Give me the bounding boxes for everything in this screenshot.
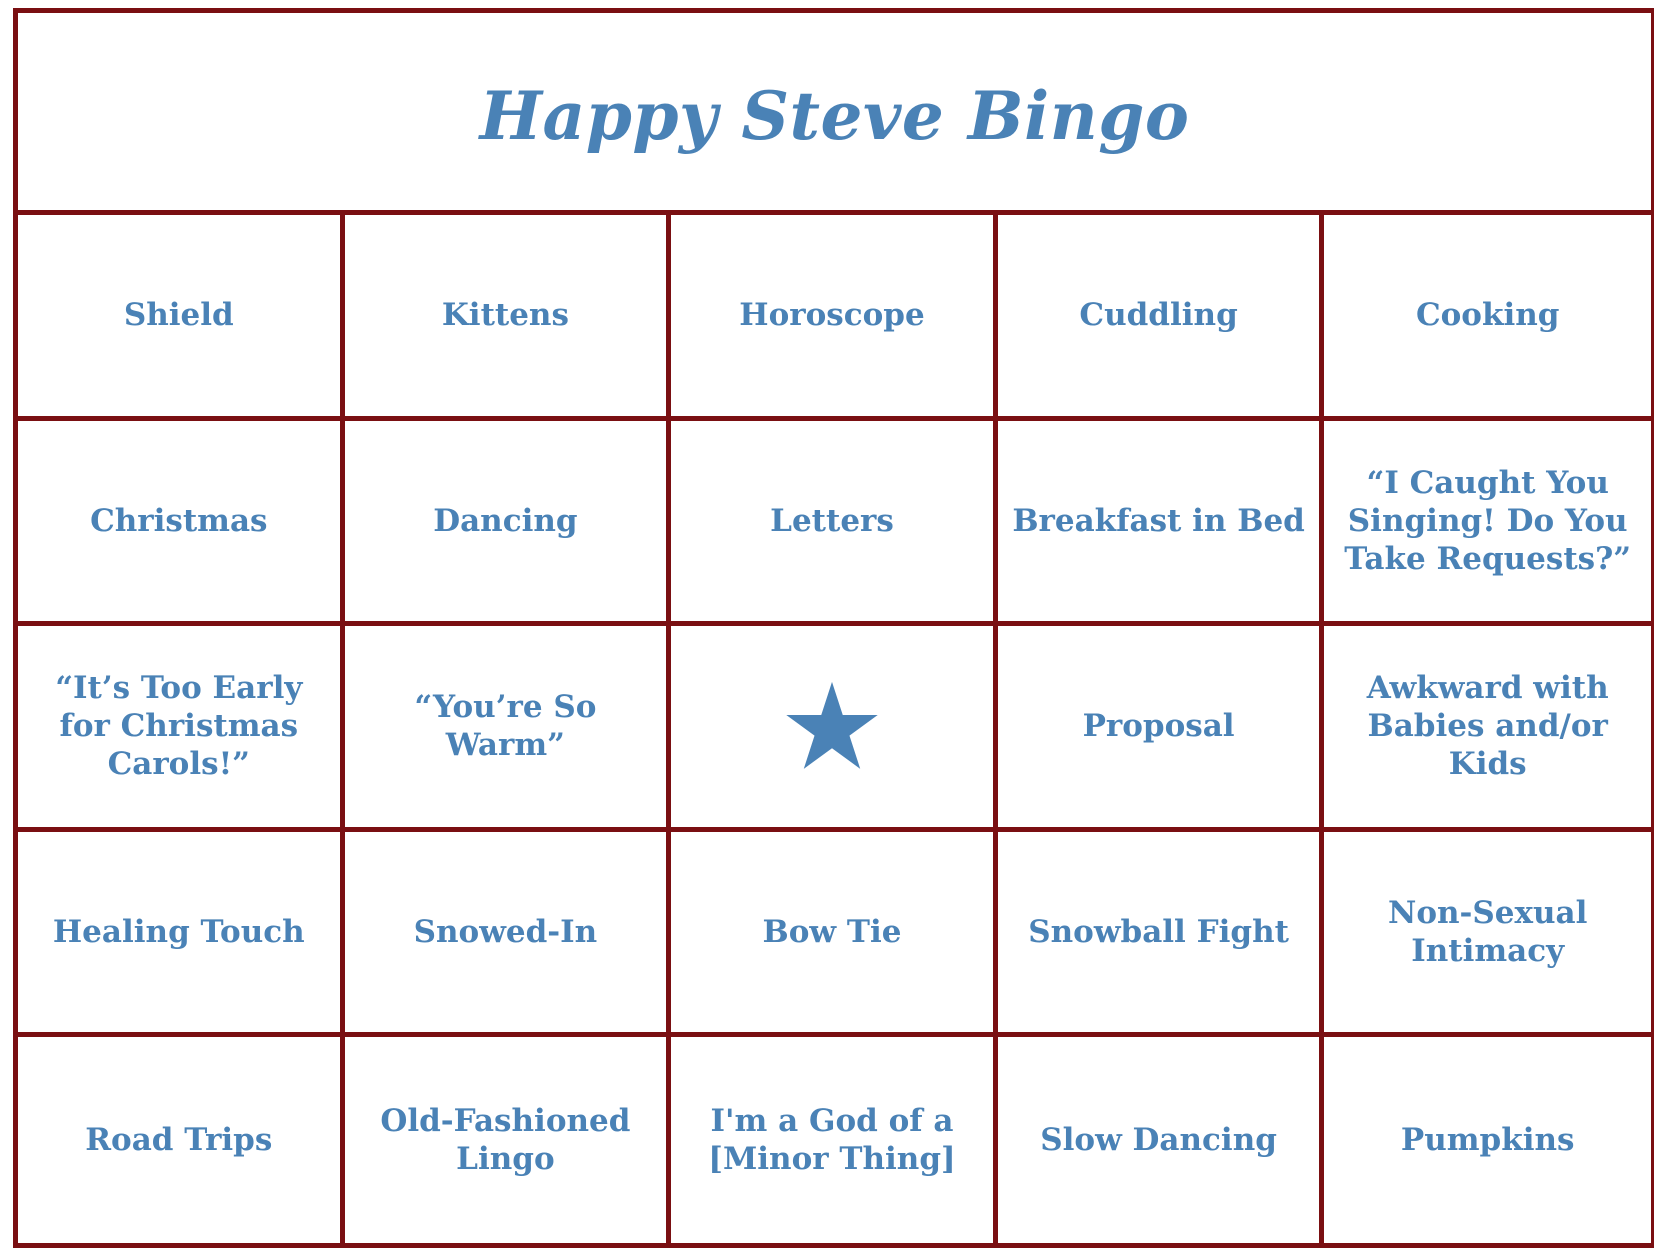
bingo-cell xyxy=(671,421,998,627)
bingo-cell xyxy=(671,1037,998,1243)
bingo-cell-label: Snowball Fight xyxy=(1028,914,1289,951)
free-space-cell xyxy=(671,626,998,832)
bingo-cell-label: Dancing xyxy=(433,502,578,539)
bingo-cell-label: Breakfast in Bed xyxy=(1012,502,1305,539)
bingo-cell-label: Shield xyxy=(123,297,234,334)
bingo-cell xyxy=(998,832,1325,1038)
bingo-cell-label: Bow Tie xyxy=(762,914,902,951)
bingo-cell xyxy=(345,421,672,627)
bingo-cell-label: “It’s Too Early for Christmas Carols!” xyxy=(55,670,303,783)
bingo-cell-label: Proposal xyxy=(1082,708,1235,745)
bingo-cell-label: Pumpkins xyxy=(1400,1122,1575,1159)
bingo-board xyxy=(13,8,1654,1248)
bingo-cell-label: Horoscope xyxy=(739,297,925,334)
bingo-cell xyxy=(998,626,1325,832)
bingo-cell-label: Cooking xyxy=(1415,297,1560,334)
title-row xyxy=(18,13,1651,215)
star-icon xyxy=(784,678,880,774)
bingo-cell xyxy=(998,421,1325,627)
bingo-cell xyxy=(1324,832,1651,1038)
bingo-cell-label: Awkward with Babies and/or Kids xyxy=(1366,670,1609,783)
bingo-cell xyxy=(18,1037,345,1243)
bingo-cell xyxy=(345,832,672,1038)
bingo-cell xyxy=(671,215,998,421)
bingo-cell-label: Kittens xyxy=(441,297,569,334)
bingo-cell-label: Road Trips xyxy=(85,1122,273,1159)
bingo-cell xyxy=(345,1037,672,1243)
bingo-cell xyxy=(345,626,672,832)
bingo-cell xyxy=(1324,626,1651,832)
bingo-cell xyxy=(18,626,345,832)
bingo-cell-label: Old-Fashioned Lingo xyxy=(380,1103,631,1178)
bingo-cell-label: Cuddling xyxy=(1079,297,1238,334)
bingo-cell-label: “You’re So Warm” xyxy=(414,689,597,764)
bingo-cell xyxy=(1324,215,1651,421)
bingo-cell-label: Slow Dancing xyxy=(1040,1122,1277,1159)
bingo-cell-label: “I Caught You Singing! Do You Take Requests?” xyxy=(1344,464,1632,577)
bingo-cell xyxy=(18,215,345,421)
bingo-cell xyxy=(998,1037,1325,1243)
bingo-cell-label: I'm a God of a [Minor Thing] xyxy=(708,1103,956,1178)
bingo-cell-label: Letters xyxy=(770,502,894,539)
bingo-cell xyxy=(998,215,1325,421)
bingo-cell-label: Healing Touch xyxy=(52,914,305,951)
bingo-cell xyxy=(345,215,672,421)
bingo-cell xyxy=(1324,1037,1651,1243)
bingo-cell xyxy=(671,832,998,1038)
bingo-grid xyxy=(18,215,1651,1243)
bingo-cell xyxy=(18,832,345,1038)
bingo-cell-label: Snowed-In xyxy=(413,914,598,951)
bingo-title: Happy Steve Bingo xyxy=(479,76,1190,155)
bingo-cell xyxy=(1324,421,1651,627)
bingo-cell-label: Christmas xyxy=(90,502,268,539)
bingo-cell xyxy=(18,421,345,627)
bingo-cell-label: Non-Sexual Intimacy xyxy=(1387,895,1588,970)
